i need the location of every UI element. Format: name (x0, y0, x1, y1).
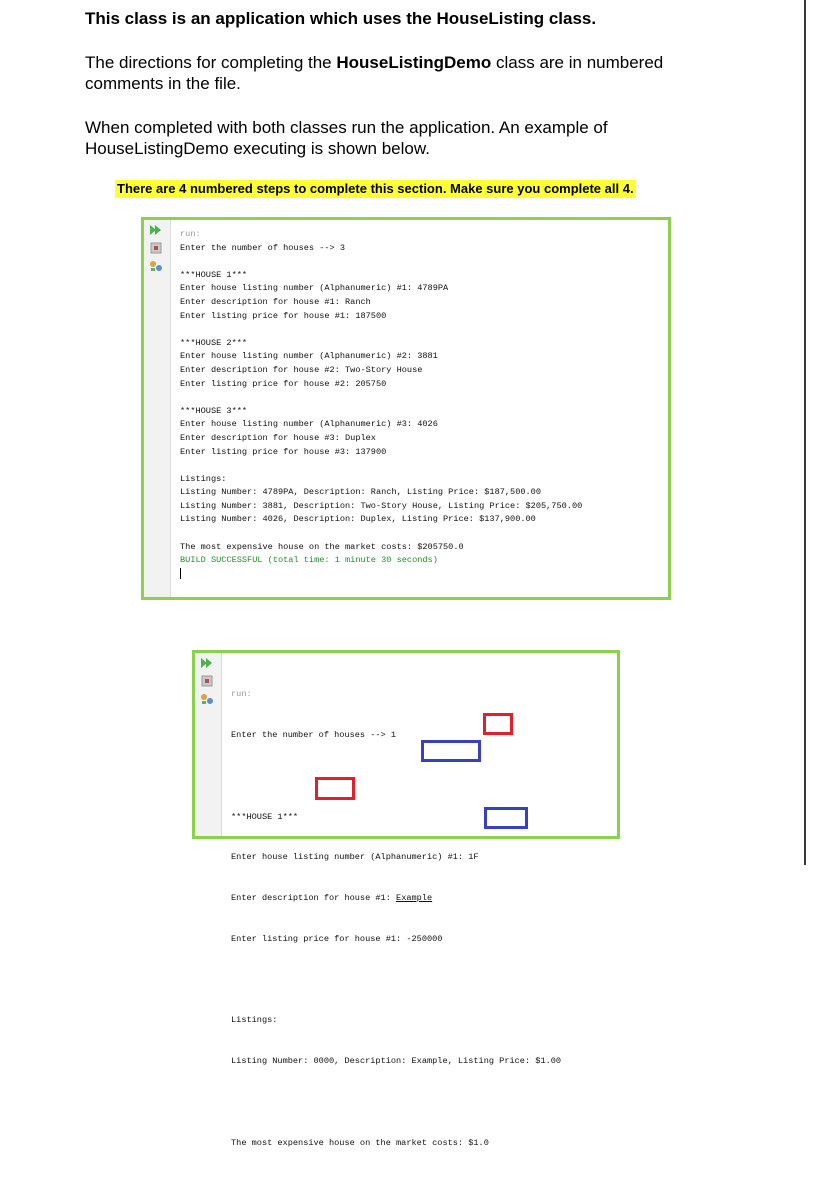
directions-paragraph (85, 52, 663, 94)
console-line (231, 1055, 561, 1069)
console-line (180, 391, 582, 405)
run-text-line2: HouseListingDemo executing is shown below. (85, 139, 430, 158)
console-line: Enter the number of houses --> 3 (180, 242, 346, 253)
listing-prefix: Listing Number: (231, 1056, 314, 1067)
console-line: Enter listing price for house #1: 187500 (180, 310, 387, 321)
console-line (231, 974, 561, 988)
console-output-example-1 (141, 217, 671, 600)
description-prompt: Enter description for house #1: (231, 893, 397, 904)
directions-text-end: class are in numbered (491, 53, 664, 72)
expensive-value: $1.0 (468, 1137, 489, 1148)
settings-icon[interactable] (200, 693, 214, 705)
console-line (180, 323, 582, 337)
run-text-line1: When completed with both classes run the application. An example of (85, 118, 608, 137)
listing-suffix: , Description: Example, Listing Price: $1.00 (334, 1056, 562, 1067)
console-line (180, 459, 582, 473)
console-text-2 (231, 661, 561, 1178)
red-highlight-box-default-number (315, 777, 355, 800)
console-line (231, 770, 561, 784)
console-output-example-2 (192, 650, 620, 1148)
console-line (180, 255, 582, 269)
console-text (180, 228, 582, 581)
console-cursor[interactable] (180, 568, 582, 582)
console-line (231, 892, 561, 906)
run-paragraph (85, 117, 608, 159)
console-line: Listings: (180, 473, 227, 484)
console-line: Listing Number: 4026, Description: Duplex, Listing Price: $137,900.00 (180, 514, 536, 525)
settings-icon[interactable] (149, 260, 163, 272)
class-name-bold: HouseListingDemo (336, 53, 492, 72)
run-icon[interactable] (149, 224, 163, 236)
expensive-prompt: The most expensive house on the market costs: (231, 1137, 469, 1148)
console-line: The most expensive house on the market costs: $205750.0 (180, 541, 464, 552)
blue-highlight-box-price (421, 740, 481, 762)
run-icon[interactable] (200, 657, 214, 669)
console-line (231, 851, 561, 865)
console-line: Listings: (231, 1015, 278, 1026)
price-prompt: Enter listing price for house #1: (231, 933, 407, 944)
console-line: Enter house listing number (Alphanumeric) #3: 4026 (180, 419, 438, 430)
directions-text-line2: comments in the file. (85, 74, 241, 93)
description-value: Example (396, 893, 433, 904)
console-line: run: (180, 229, 201, 239)
console-line: Enter listing price for house #3: 137900 (180, 446, 387, 457)
console-line: Enter description for house #2: Two-Story House (180, 364, 423, 375)
console-line: Enter the number of houses --> 1 (231, 729, 397, 740)
highlighted-notice: There are 4 numbered steps to complete this section. Make sure you complete all 4. (117, 181, 634, 196)
number-prompt: Enter house listing number (Alphanumeric) #1: (231, 852, 469, 863)
console-line: Enter description for house #1: Ranch (180, 296, 371, 307)
red-highlight-box-listing-number (483, 713, 513, 735)
console-line: BUILD SUCCESSFUL (total time: 1 minute 30 seconds) (180, 555, 438, 566)
console-line (231, 1096, 561, 1110)
console-line: ***HOUSE 1*** (180, 269, 248, 280)
price-value: -250000 (406, 933, 443, 944)
console-toolbar-2 (195, 653, 222, 836)
console-line (231, 1137, 561, 1151)
stop-icon[interactable] (149, 242, 163, 254)
page-heading: This class is an application which uses the HouseListing class. (85, 9, 597, 28)
page-edge (804, 0, 806, 865)
console-line: Listing Number: 4789PA, Description: Ranch, Listing Price: $187,500.00 (180, 487, 541, 498)
console-toolbar (144, 220, 171, 597)
console-line: run: (231, 689, 252, 700)
blue-highlight-box-expensive (484, 807, 528, 829)
console-line: Listing Number: 3881, Description: Two-Story House, Listing Price: $205,750.00 (180, 500, 583, 511)
console-line: ***HOUSE 3*** (180, 405, 248, 416)
console-line: Enter listing price for house #2: 205750 (180, 378, 387, 389)
console-line (180, 527, 582, 541)
number-value: 1F (468, 852, 479, 863)
console-line: ***HOUSE 1*** (231, 811, 299, 822)
stop-icon[interactable] (200, 675, 214, 687)
console-line: Enter house listing number (Alphanumeric) #1: 4789PA (180, 283, 449, 294)
console-line: ***HOUSE 2*** (180, 337, 248, 348)
console-line: Enter house listing number (Alphanumeric) #2: 3881 (180, 351, 438, 362)
listing-number-value: 0000 (313, 1056, 335, 1067)
directions-text-start: The directions for completing the (85, 53, 337, 72)
console-line: Enter description for house #3: Duplex (180, 432, 376, 443)
console-line (231, 933, 561, 947)
